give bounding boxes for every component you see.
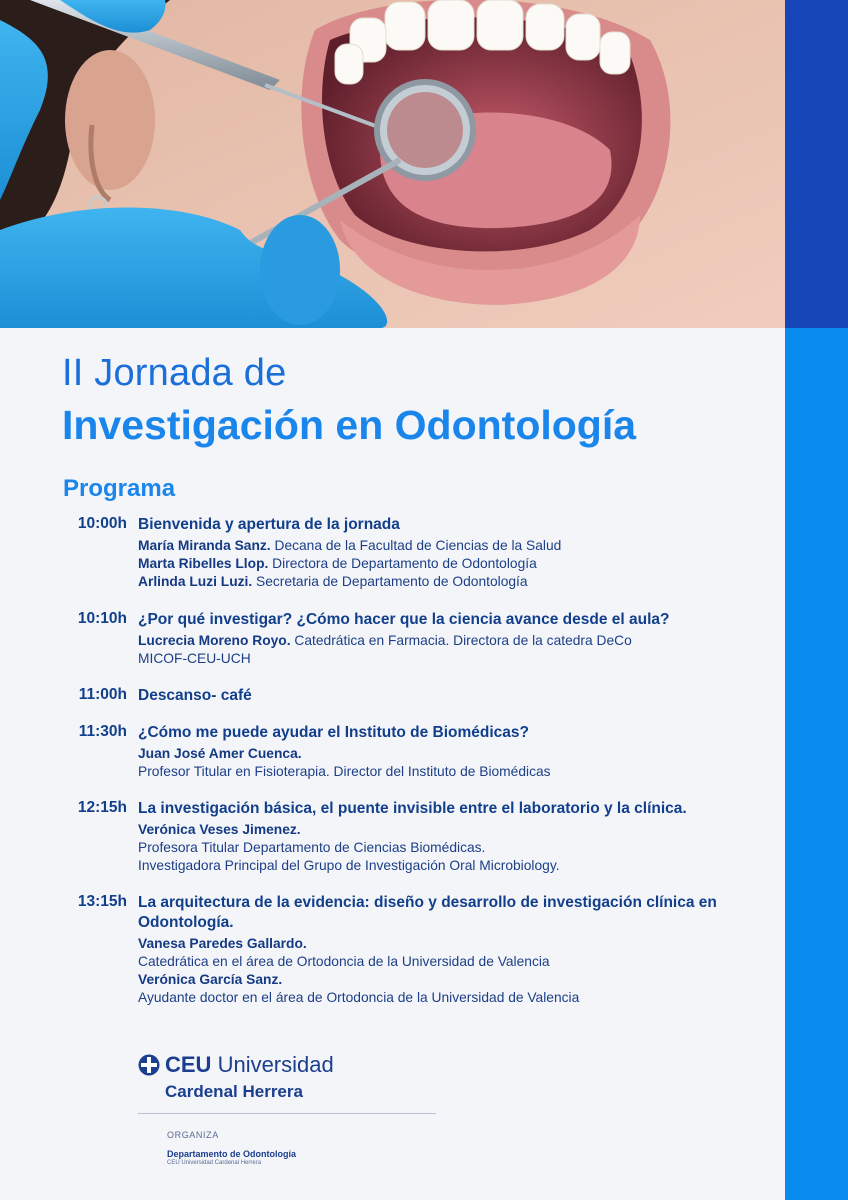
session-time: 11:30h — [78, 723, 127, 740]
session-title: La arquitectura de la evidencia: diseño y desarrollo de investigación clínica en Odontología. — [138, 894, 717, 931]
session-time: 13:15h — [77, 893, 127, 910]
organizer-university: CEU Universidad Cardenal Herrera — [167, 1160, 262, 1166]
footer-divider — [138, 1113, 436, 1114]
session-time: 10:00h — [77, 515, 127, 532]
speaker-name: Arlinda Luzi Luzi. — [138, 574, 253, 589]
speaker-name: Verónica García Sanz. — [138, 972, 283, 987]
speaker-name: Vanesa Paredes Gallardo. — [138, 936, 307, 951]
speaker-line — [138, 839, 748, 857]
speaker-name: Marta Ribelles Llop. — [138, 556, 269, 571]
session-time: 11:00h — [78, 686, 127, 703]
ceu-cross-icon — [138, 1054, 160, 1076]
speaker-role: Catedrática en Farmacia. Directora de la catedra DeCo — [290, 633, 632, 648]
event-title-line2: Investigación en Odontología — [62, 402, 637, 448]
hero-photo — [0, 0, 785, 328]
session-time: 12:15h — [77, 799, 127, 816]
decorative-stripe — [785, 328, 848, 1200]
session-time: 10:10h — [77, 610, 127, 627]
speaker-line — [138, 555, 748, 573]
speaker-line — [138, 573, 748, 591]
session-title: ¿Por qué investigar? ¿Cómo hacer que la ciencia avance desde el aula? — [138, 611, 670, 628]
logo-brand-light: Universidad — [211, 1052, 334, 1077]
speaker-role: Investigadora Principal del Grupo de Investigación Oral Microbiology. — [138, 858, 560, 873]
dental-exam-photo — [0, 0, 785, 328]
session-title: Bienvenida y apertura de la jornada — [138, 516, 400, 533]
speaker-line — [138, 821, 748, 839]
speaker-name: María Miranda Sanz. — [138, 538, 271, 553]
speaker-name: Juan José Amer Cuenca. — [138, 746, 302, 761]
speaker-role: Profesora Titular Departamento de Ciencias Biomédicas. — [138, 840, 486, 855]
session-title: Descanso- café — [138, 687, 252, 704]
speaker-line — [138, 537, 748, 555]
speaker-line — [138, 857, 748, 875]
speaker-role: Profesor Titular en Fisioterapia. Director del Instituto de Biomédicas — [138, 764, 551, 779]
event-title-line1: II Jornada de — [62, 352, 287, 394]
speaker-role: MICOF-CEU-UCH — [138, 651, 251, 666]
logo-subtitle: Cardenal Herrera — [165, 1082, 303, 1101]
speaker-name: Verónica Veses Jimenez. — [138, 822, 301, 837]
session-title: La investigación básica, el puente invisible entre el laboratorio y la clínica. — [138, 800, 687, 817]
session-title: ¿Cómo me puede ayudar el Instituto de Biomédicas? — [138, 724, 530, 741]
speaker-line — [138, 953, 748, 971]
speaker-line — [138, 632, 748, 650]
organizer-department: Departamento de Odontología — [167, 1149, 297, 1159]
logo-brand-bold: CEU — [165, 1052, 212, 1077]
speaker-line — [138, 935, 748, 953]
organiza-label: ORGANIZA — [167, 1130, 219, 1140]
speaker-line — [138, 763, 748, 781]
speaker-name: Lucrecia Moreno Royo. — [138, 633, 291, 648]
speaker-line — [138, 971, 748, 989]
speaker-role: Directora de Departamento de Odontología — [268, 556, 537, 571]
programa-heading: Programa — [63, 475, 176, 502]
decorative-stripe-top — [785, 0, 848, 328]
speaker-role: Catedrática en el área de Ortodoncia de la Universidad de Valencia — [138, 954, 550, 969]
speaker-role: Ayudante doctor en el área de Ortodoncia de la Universidad de Valencia — [138, 990, 580, 1005]
speaker-role: Secretaria de Departamento de Odontología — [252, 574, 528, 589]
speaker-line — [138, 989, 748, 1007]
speaker-line — [138, 745, 748, 763]
logo-brand — [165, 1052, 334, 1078]
speaker-line — [138, 650, 748, 668]
speaker-role: Decana de la Facultad de Ciencias de la Salud — [270, 538, 562, 553]
